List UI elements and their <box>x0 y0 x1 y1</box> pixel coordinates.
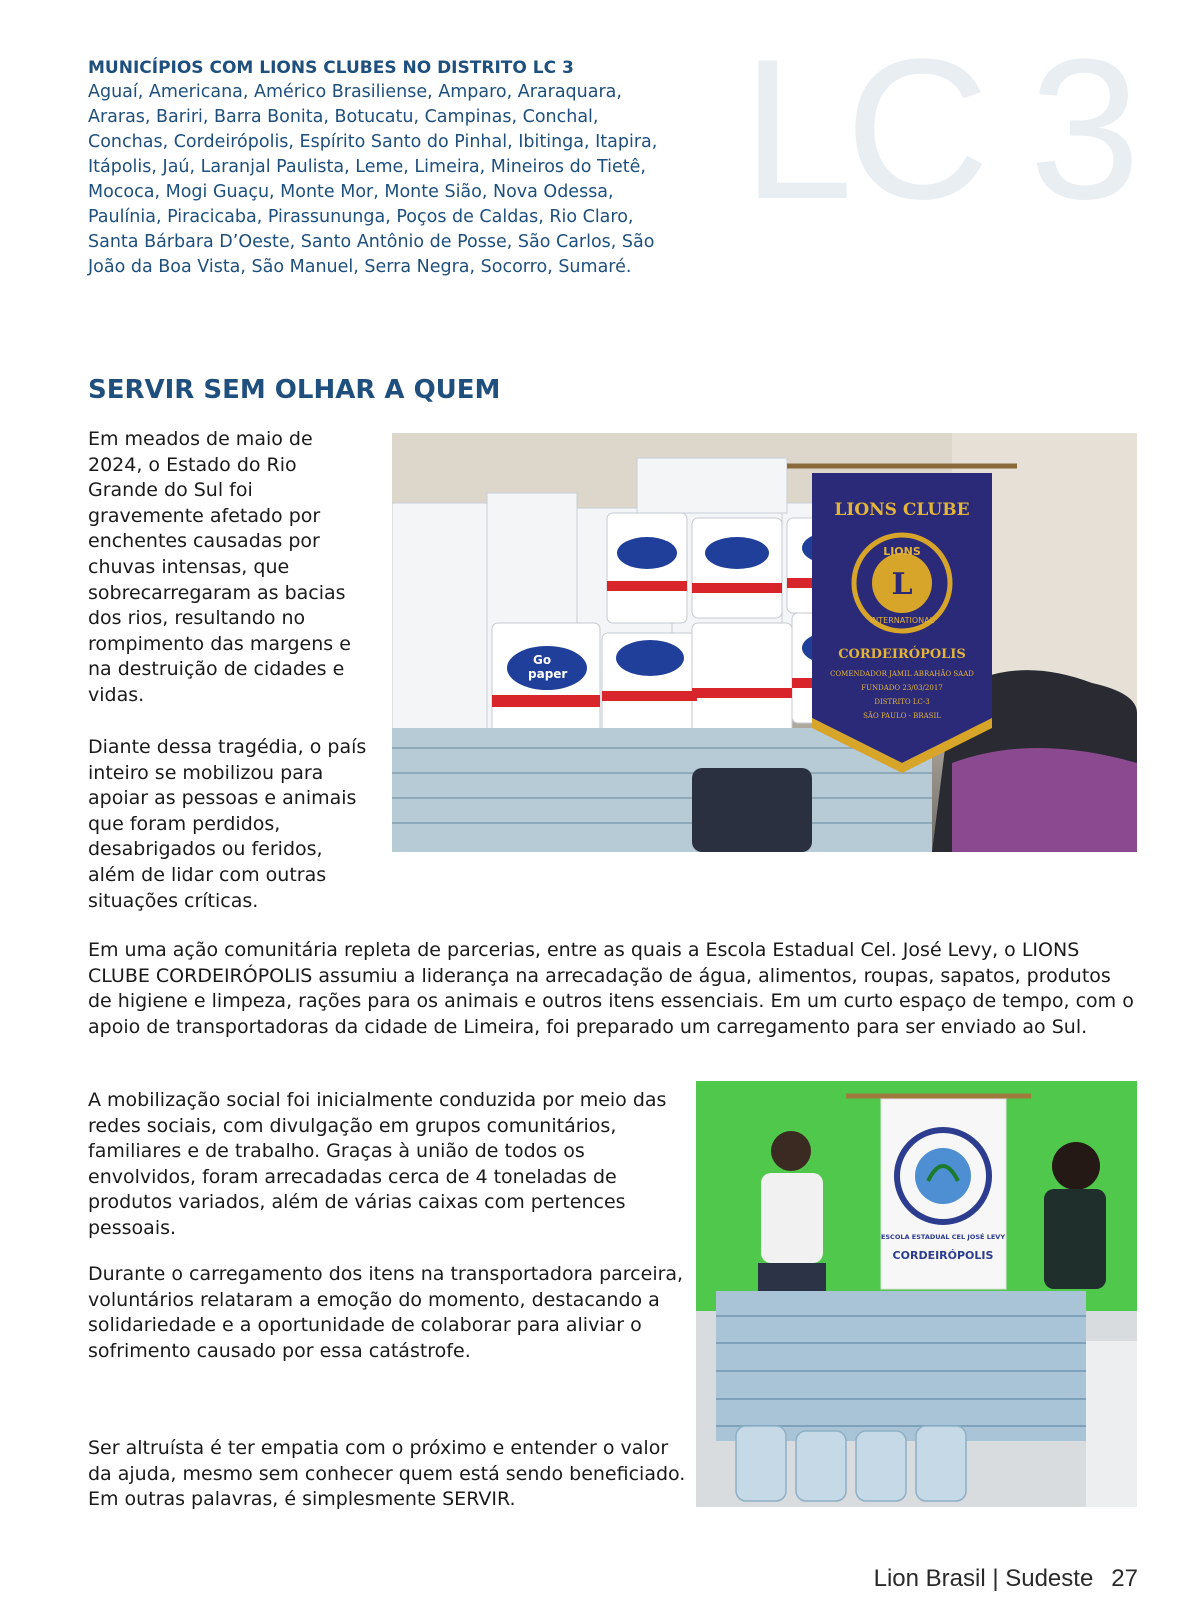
lc3-watermark: LC 3 <box>742 18 1133 241</box>
banner-text: CORDEIRÓPOLIS <box>838 647 966 662</box>
municipalities-line: Itápolis, Jaú, Laranjal Paulista, Leme, Limeira, Mineiros do Tietê, <box>88 157 646 177</box>
municipalities-line: Conchas, Cordeirópolis, Espírito Santo do Pinhal, Ibitinga, Itapira, <box>88 132 658 152</box>
article-paragraph-5: Durante o carregamento dos itens na transportadora parceira, voluntários relataram a emoção do momento, destacando a solidariedade e a oportunidade de colaborar para aliviar o sofrimento causado por essa catástrofe. <box>88 1263 684 1362</box>
article-paragraph-3: Em uma ação comunitária repleta de parcerias, entre as quais a Escola Estadual Cel. José Levy, o LIONS CLUBE CORDEIRÓPOLIS assumiu a liderança na arrecadação de água, alimentos, roupas, sapatos, produtos de higiene e limpeza, rações para os animais e outros itens essenciais. Em um curto espaço de tempo, com o apoio de transportadoras da cidade de Limeira, foi preparado um carregamento para ser enviado ao Sul. <box>88 939 1134 1038</box>
donations-banner-photo <box>392 433 1137 852</box>
municipalities-title: MUNICÍPIOS COM LIONS CLUBES NO DISTRITO LC 3 <box>88 58 574 78</box>
article-paragraph-4: A mobilização social foi inicialmente conduzida por meio das redes sociais, com divulgação em grupos comunitários, familiares e de trabalho. Graças à união de todos os envolvidos, foram arrecadadas cerca de 4 toneladas de produtos variados, além de várias caixas com pertences pessoais. <box>88 1089 667 1239</box>
brand-label: Go <box>533 653 552 667</box>
banner-text: INTERNATIONAL <box>869 616 935 625</box>
municipalities-line: João da Boa Vista, São Manuel, Serra Negra, Socorro, Sumaré. <box>88 257 632 277</box>
article-paragraph-2: Diante dessa tragédia, o país inteiro se mobilizou para apoiar as pessoas e animais que foram perdidos, desabrigados ou feridos, além de lidar com outras situações críticas. <box>88 736 367 912</box>
banner-text: L <box>891 567 913 602</box>
publication-name: Lion Brasil | Sudeste <box>873 1565 1094 1592</box>
article-title: SERVIR SEM OLHAR A QUEM <box>88 375 501 405</box>
flag-city-text: CORDEIRÓPOLIS <box>892 1249 994 1262</box>
municipalities-list <box>88 80 728 280</box>
municipalities-box <box>88 56 728 280</box>
banner-text: DISTRITO LC-3 <box>874 698 930 706</box>
flag-ring-text: ESCOLA ESTADUAL CEL JOSÉ LEVY <box>880 1233 1006 1241</box>
municipalities-line: Mococa, Mogi Guaçu, Monte Mor, Monte Sião, Nova Odessa, <box>88 182 614 202</box>
school-flag-water-photo <box>696 1081 1137 1507</box>
article-paragraph-1: Em meados de maio de 2024, o Estado do Rio Grande do Sul foi gravemente afetado por enchentes causadas por chuvas intensas, que sobrecarregaram as bacias dos rios, resultando no rompimento das margens e na destruição de cidades e vidas. <box>88 428 351 706</box>
municipalities-line: Santa Bárbara D’Oeste, Santo Antônio de Posse, São Carlos, São <box>88 232 655 252</box>
brand-label: paper <box>528 667 568 681</box>
municipalities-line: Paulínia, Piracicaba, Pirassununga, Poços de Caldas, Rio Claro, <box>88 207 634 227</box>
page-number: 27 <box>1111 1565 1138 1592</box>
page-footer <box>874 1565 1138 1593</box>
article-paragraph-6: Ser altruísta é ter empatia com o próximo e entender o valor da ajuda, mesmo sem conhecer quem está sendo beneficiado. Em outras palavras, é simplesmente SERVIR. <box>88 1437 686 1511</box>
municipalities-line: Araras, Bariri, Barra Bonita, Botucatu, Campinas, Conchal, <box>88 107 599 127</box>
municipalities-line: Aguaí, Americana, Américo Brasiliense, Amparo, Araraquara, <box>88 82 622 102</box>
banner-text: LIONS <box>883 545 921 558</box>
banner-text: COMENDADOR JAMIL ABRAHÃO SAAD <box>830 670 974 678</box>
banner-text: LIONS CLUBE <box>834 500 970 520</box>
banner-text: FUNDADO 23/03/2017 <box>861 684 943 692</box>
banner-text: SÃO PAULO - BRASIL <box>863 712 941 720</box>
